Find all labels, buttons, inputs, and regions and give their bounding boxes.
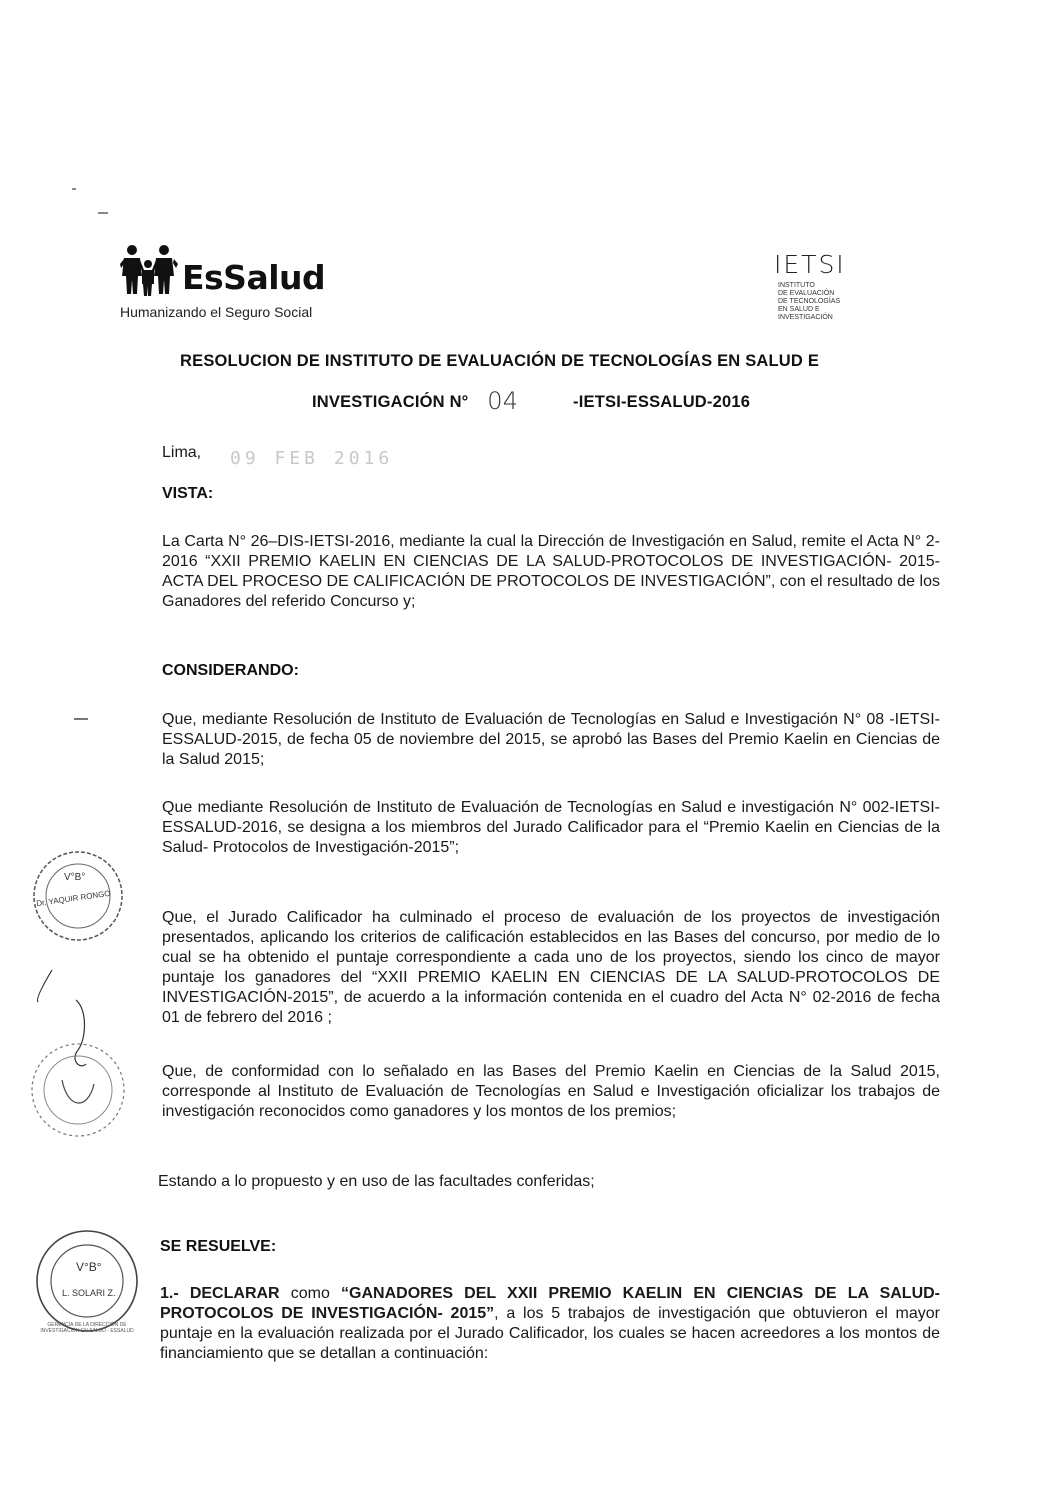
resuelve-heading: SE RESUELVE: [160, 1238, 277, 1255]
scan-mark [72, 188, 76, 190]
title-suffix: -IETSI-ESSALUD-2016 [573, 393, 751, 411]
ietsi-acronym: IETSI [774, 250, 846, 279]
title-prefix: INVESTIGACIÓN N° [312, 393, 469, 411]
considerando-paragraph: Que, el Jurado Calificador ha culminado el proceso de evaluación de los proyectos de investigación presentados, aplicando los criterios de calificación establecidos en las Bases del concurso, por medio de lo cual se ha obtenido el puntaje correspondiente a cada uno de los proyectos, siendo los cinco de mayor puntaje los ganadores del “XXII PREMIO KAELIN EN CIENCIAS DE LA SALUD-PROTOCOLOS DE INVESTIGACIÓN-2015”, de acuerdo a la información contenida en el cuadro del Acta N° 02-2016 de fecha 01 de febrero del 2016 ; [162, 909, 940, 1026]
date-stamp: 09 FEB 2016 [230, 448, 394, 469]
scan-mark [98, 212, 108, 214]
vista-heading: VISTA: [162, 485, 214, 502]
stamp-label: V°B° [76, 1260, 102, 1274]
considerando-heading: CONSIDERANDO: [162, 662, 299, 679]
place-label: Lima, [162, 444, 202, 461]
item-verb: DECLARAR [189, 1285, 280, 1302]
stamp-name: Dr. YAQUIR RONGO [35, 888, 112, 909]
logo-wordmark: EsSalud [182, 258, 326, 297]
considerando-paragraph: Que, de conformidad con lo señalado en las Bases del Premio Kaelin en Ciencias de la Salud 2015, corresponde al Instituto de Evaluación de Tecnologías en Salud e Investigación oficializar los trabajos de investigación reconocidos como ganadores y los montos de los premios; [162, 1063, 940, 1120]
logo-tagline: Humanizando el Seguro Social [120, 304, 313, 320]
ietsi-logo [770, 250, 880, 330]
document-title-line1: RESOLUCION DE INSTITUTO DE EVALUACIÓN DE TECNOLOGÍAS EN SALUD E [180, 352, 820, 370]
stamp-label: V°B° [64, 872, 86, 883]
approval-stamp [32, 1226, 142, 1336]
item-award-name: “GANADORES DEL XXII PREMIO KAELIN EN CIENCIAS DE LA SALUD-PROTOCOLOS DE INVESTIGACIÓN- 2015” [160, 1285, 941, 1322]
item-text: , a los 5 trabajos de investigación que obtuvieron el mayor puntaje en la evaluación realizada por el Jurado Calificador, los cuales se hacen acreedores a los montos de financiamiento que se detallan a continuación: [160, 1305, 940, 1362]
family-figures-icon [118, 242, 180, 300]
handwritten-number: 04 [487, 387, 519, 415]
approval-stamp [30, 848, 126, 944]
estando-paragraph: Estando a lo propuesto y en uso de las facultades conferidas; [158, 1173, 595, 1190]
stamp-ring-text: GERENCIA DE LA DIRECCIÓN DE INVESTIGACIÓN EN SALUD - ESSALUD [40, 1322, 134, 1334]
stamp-name: L. SOLARI Z. [62, 1288, 116, 1298]
stamp-ring-icon [28, 1040, 128, 1140]
considerando-paragraph: Que mediante Resolución de Instituto de Evaluación de Tecnologías en Salud e investigación N° 002-IETSI-ESSALUD-2016, se designa a los miembros del Jurado Calificador para el “Premio Kaelin en Ciencias de la Salud- Protocolos de Investigación-2015”; [162, 799, 940, 856]
document-title-line2 [312, 385, 750, 413]
scan-mark [74, 718, 88, 720]
stamp-ring-icon [32, 1226, 142, 1336]
approval-stamp [28, 1040, 128, 1140]
resolution-item-1 [160, 1284, 940, 1364]
considerando-paragraph: Que, mediante Resolución de Instituto de Evaluación de Tecnologías en Salud e Investigación N° 08 -IETSI-ESSALUD-2015, de fecha 05 de noviembre del 2015, se aprobó las Bases del Premio Kaelin en Ciencias de la Salud 2015; [162, 711, 940, 768]
ietsi-fullname: INSTITUTO DE EVALUACIÓN DE TECNOLOGÍAS EN SALUD E INVESTIGACIÓN [778, 282, 841, 321]
essalud-logo [118, 240, 358, 324]
item-number: 1.- [160, 1285, 179, 1302]
vista-paragraph: La Carta N° 26–DIS-IETSI-2016, mediante la cual la Dirección de Investigación en Salud, remite el Acta N° 2-2016 “XXII PREMIO KAELIN EN CIENCIAS DE LA SALUD-PROTOCOLOS DE INVESTIGACIÓN- 2015- ACTA DEL PROCESO DE CALIFICACIÓN DE PROTOCOLOS DE INVESTIGACIÓN”, con el resultado de los Ganadores del referido Concurso y; [162, 533, 940, 610]
item-connector: como [279, 1285, 342, 1302]
